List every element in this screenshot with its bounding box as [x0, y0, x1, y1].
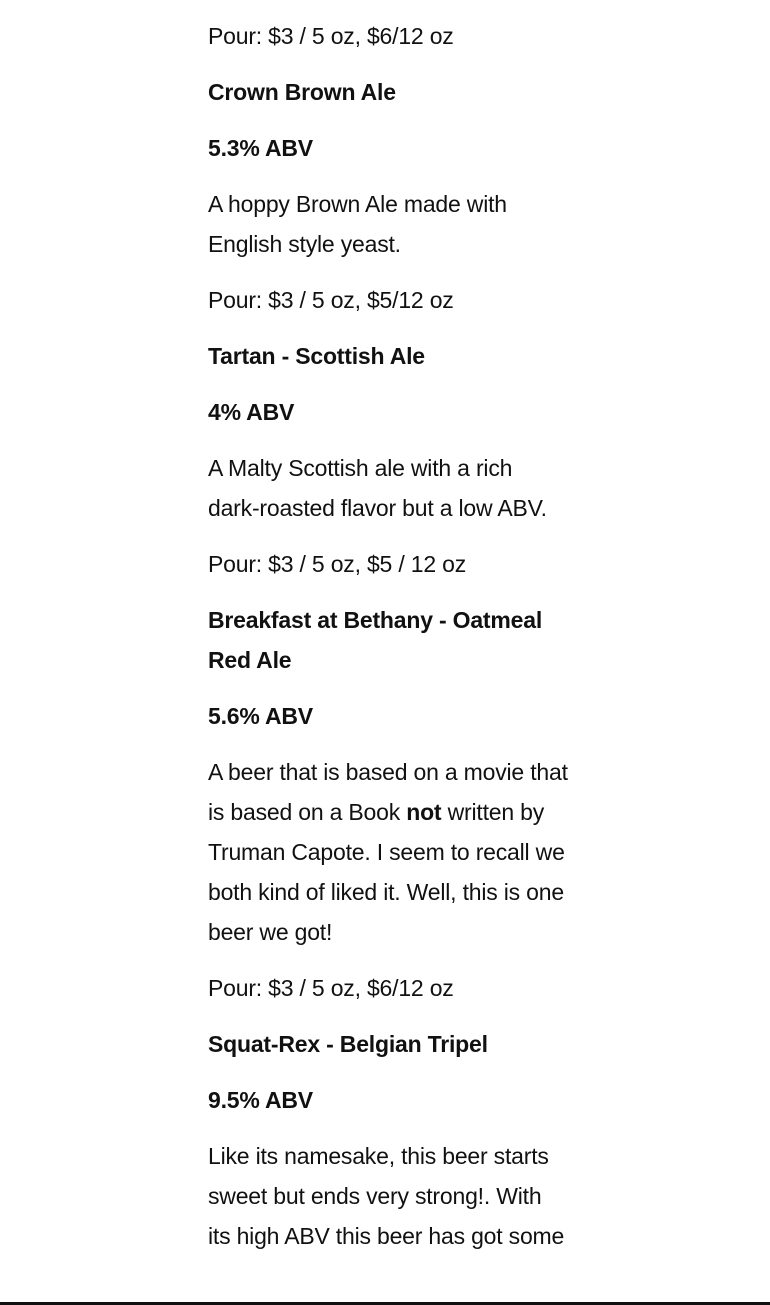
pour-price: Pour: $3 / 5 oz, $5 / 12 oz — [208, 551, 466, 577]
pour-price: Pour: $3 / 5 oz, $6/12 oz — [208, 975, 454, 1001]
beer-description: A Malty Scottish ale with a rich dark-roasted flavor but a low ABV. — [208, 455, 547, 521]
beer-description: A hoppy Brown Ale made with English style yeast. — [208, 191, 507, 257]
beer-description — [208, 752, 568, 952]
beer-name: Squat-Rex - Belgian Tripel — [208, 1031, 488, 1057]
beer-name: Breakfast at Bethany - Oatmeal Red Ale — [208, 607, 543, 673]
description-text: written by Truman Capote. I seem to recall we both kind of liked it. Well, this is one beer we got! — [208, 799, 565, 945]
beer-name: Crown Brown Ale — [208, 79, 396, 105]
beer-name: Tartan - Scottish Ale — [208, 343, 425, 369]
beer-description: Like its namesake, this beer starts sweet but ends very strong!. With its high ABV this beer has got some — [208, 1143, 565, 1249]
beer-menu — [208, 0, 568, 1272]
beer-abv: 5.6% ABV — [208, 703, 313, 729]
pour-price: Pour: $3 / 5 oz, $6/12 oz — [208, 23, 454, 49]
beer-abv: 9.5% ABV — [208, 1087, 313, 1113]
beer-abv: 5.3% ABV — [208, 135, 313, 161]
description-emphasis: not — [406, 799, 442, 825]
pour-price: Pour: $3 / 5 oz, $5/12 oz — [208, 287, 454, 313]
beer-abv: 4% ABV — [208, 399, 295, 425]
description-text: A beer that is based on a movie that is based on a Book — [208, 759, 568, 825]
